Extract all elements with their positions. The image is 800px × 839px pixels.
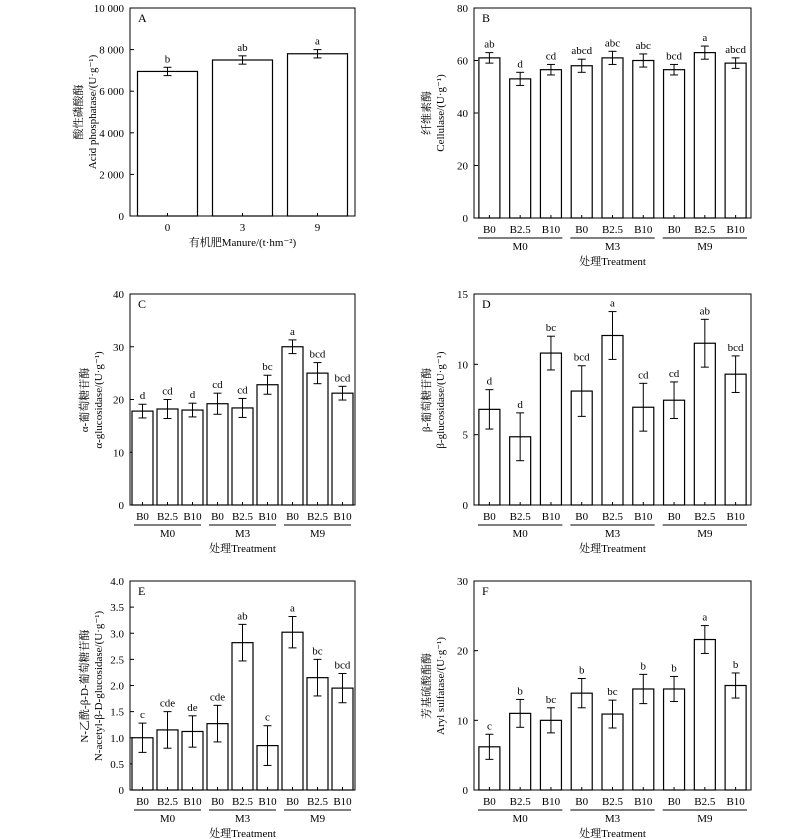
x-tick-label: B10 [541, 224, 561, 236]
significance-letter: a [290, 602, 295, 615]
panel-C [77, 289, 355, 555]
y-tick-label: 20 [113, 394, 124, 407]
x-tick-label: B2.5 [694, 224, 716, 236]
bar [288, 54, 348, 216]
panel-B [419, 3, 751, 268]
significance-letter: b [578, 664, 585, 677]
significance-letter: d [139, 390, 146, 403]
panel-letter: E [138, 584, 146, 598]
significance-letter: cd [162, 385, 173, 398]
bar [157, 409, 178, 505]
significance-letter: bcd [573, 351, 590, 364]
significance-letter: ab [237, 41, 248, 54]
y-axis-title: α-葡萄糖苷酶 α-glucosidase/(U·g⁻¹) [79, 351, 105, 449]
x-tick-label: B0 [575, 224, 589, 236]
bar [694, 640, 715, 790]
bar [232, 643, 253, 790]
bar [602, 335, 623, 505]
y-tick-label: 20 [457, 645, 468, 658]
x-tick-label: B2.5 [231, 511, 254, 523]
x-tick-label: B10 [183, 511, 202, 523]
group-label: M3 [234, 813, 251, 825]
x-tick-label: B0 [136, 511, 149, 523]
significance-letter: bcd [309, 348, 326, 361]
y-axis-title: 纤维素酶 Cellulase/(U·g⁻¹) [421, 74, 447, 152]
significance-letter: bcd [666, 50, 683, 63]
x-tick-label: B10 [333, 511, 352, 523]
x-tick-label: B2.5 [306, 511, 329, 523]
x-tick-label: B2.5 [509, 796, 531, 808]
y-tick-label: 3.0 [110, 628, 124, 641]
y-tick-label: 2 000 [99, 169, 124, 182]
x-tick-label: B0 [667, 511, 681, 523]
x-tick-label: B0 [211, 796, 224, 808]
significance-letter: ab [237, 610, 248, 623]
y-axis-title: 酸性磷酸酶 Acid phosphatase/(U·g⁻¹) [73, 54, 99, 170]
x-tick-label: B2.5 [509, 511, 531, 523]
significance-letter: a [702, 32, 708, 45]
group-label: M3 [604, 241, 621, 253]
significance-letter: cde [209, 691, 226, 704]
y-tick-label: 10 [457, 359, 468, 372]
significance-letter: b [517, 685, 523, 698]
significance-letter: cd [545, 50, 557, 63]
x-tick-label: B0 [482, 796, 496, 808]
x-tick-label: B10 [183, 796, 202, 808]
group-label: M9 [309, 813, 326, 825]
x-axis-title: 有机肥Manure/(t·hm⁻²) [188, 237, 297, 249]
significance-letter: d [189, 389, 196, 402]
x-tick-label: B0 [575, 511, 589, 523]
group-label: M0 [159, 528, 176, 540]
bar [633, 689, 654, 790]
bar [664, 689, 685, 790]
bar [207, 404, 228, 505]
panel-letter: A [138, 11, 147, 25]
x-tick-label: B10 [333, 796, 352, 808]
panel-letter: F [482, 584, 489, 598]
significance-letter: c [486, 720, 492, 733]
x-tick-label: B0 [286, 796, 299, 808]
x-tick-label: B0 [286, 511, 299, 523]
bar [332, 393, 353, 505]
x-tick-label: 3 [239, 222, 246, 234]
group-label: M9 [697, 813, 713, 825]
y-tick-label: 10 000 [93, 3, 124, 15]
y-tick-label: 2.0 [110, 680, 124, 693]
x-tick-label: B10 [634, 796, 653, 808]
significance-letter: bcd [727, 341, 744, 354]
significance-letter: bc [545, 322, 557, 335]
x-tick-label: B0 [482, 511, 496, 523]
y-tick-label: 30 [113, 341, 124, 354]
y-tick-label: 1.5 [110, 706, 124, 719]
significance-letter: cd [638, 369, 649, 382]
significance-letter: ab [484, 38, 495, 51]
significance-letter: bcd [334, 659, 351, 672]
bar [213, 60, 273, 216]
group-label: M3 [604, 813, 621, 825]
bar [540, 353, 561, 505]
x-tick-label: B2.5 [156, 796, 179, 808]
panel-letter: C [138, 297, 147, 311]
significance-letter: d [517, 398, 523, 411]
x-tick-label: B2.5 [156, 511, 179, 523]
x-tick-label: 0 [164, 222, 171, 234]
group-label: M3 [234, 528, 251, 540]
x-tick-label: B0 [136, 796, 149, 808]
y-tick-label: 1.0 [110, 732, 124, 745]
y-tick-label: 60 [457, 55, 468, 68]
x-tick-label: B0 [575, 796, 589, 808]
x-tick-label: B2.5 [231, 796, 254, 808]
significance-letter: d [486, 375, 493, 388]
x-axis-title: 处理Treatment [209, 543, 276, 555]
x-tick-label: B10 [541, 511, 561, 523]
significance-letter: abc [604, 37, 621, 50]
x-axis-title: 处理Treatment [579, 256, 646, 268]
group-label: M9 [697, 241, 713, 253]
x-tick-label: B0 [667, 796, 681, 808]
y-tick-label: 3.5 [110, 602, 124, 615]
y-axis-title: 芳基硫酸酯酶 Aryl sulfatase/(U·g⁻¹) [421, 637, 447, 735]
y-axis-title: N-乙酰-β-D-葡萄糖苷酶 N-acetyl-β-D-glucosidase/(U·g⁻¹) [79, 610, 105, 762]
y-tick-label: 0 [462, 213, 468, 225]
bar [282, 632, 303, 790]
bar [257, 385, 278, 505]
group-label: M0 [512, 528, 528, 540]
x-tick-label: B0 [211, 511, 224, 523]
y-axis-title: β-葡萄糖苷酶 β-glucosidase/(U·g⁻¹) [421, 351, 447, 449]
y-tick-label: 0 [118, 500, 124, 512]
group-label: M3 [604, 528, 621, 540]
bar [725, 686, 746, 791]
y-tick-label: 5 [462, 429, 468, 442]
x-tick-label: B10 [634, 511, 653, 523]
significance-letter: abcd [725, 43, 746, 56]
x-tick-label: B10 [258, 511, 277, 523]
x-tick-label: B0 [482, 224, 496, 236]
bar [479, 58, 500, 218]
group-label: M0 [159, 813, 176, 825]
x-tick-label: B0 [667, 224, 681, 236]
y-tick-label: 10 [457, 715, 468, 728]
panel-letter: B [482, 11, 491, 25]
significance-letter: c [265, 711, 270, 724]
bar [602, 58, 623, 218]
y-tick-label: 4 000 [99, 127, 124, 140]
y-tick-label: 10 [113, 447, 124, 460]
panel-D [419, 289, 751, 555]
significance-letter: abcd [571, 45, 593, 58]
panel-F [419, 576, 751, 839]
bar [132, 411, 153, 505]
x-tick-label: B10 [634, 224, 653, 236]
x-tick-label: B2.5 [509, 224, 531, 236]
y-tick-label: 30 [457, 576, 468, 588]
significance-letter: a [610, 297, 615, 310]
y-tick-label: 6 000 [99, 86, 124, 99]
y-tick-label: 0 [118, 785, 124, 797]
significance-letter: bc [607, 686, 618, 699]
x-tick-label: B10 [258, 796, 277, 808]
significance-letter: d [517, 58, 523, 71]
group-label: M9 [309, 528, 326, 540]
y-tick-label: 0.5 [110, 758, 124, 771]
significance-letter: b [640, 660, 647, 673]
significance-letter: c [140, 709, 145, 722]
y-tick-label: 20 [457, 160, 468, 173]
bar [510, 79, 531, 218]
significance-letter: cd [668, 367, 680, 380]
x-tick-label: B10 [541, 796, 561, 808]
group-label: M0 [512, 241, 528, 253]
y-tick-label: 40 [113, 289, 124, 301]
y-tick-label: 0 [462, 785, 468, 797]
significance-letter: bc [262, 361, 273, 374]
y-tick-label: 8 000 [99, 44, 124, 57]
significance-letter: bc [545, 693, 557, 706]
bar [332, 688, 353, 790]
bar [694, 53, 715, 218]
x-tick-label: B10 [726, 796, 745, 808]
x-axis-title: 处理Treatment [579, 828, 646, 839]
y-tick-label: 80 [457, 3, 468, 15]
bar [307, 373, 328, 505]
x-tick-label: B2.5 [601, 796, 624, 808]
x-axis-title: 处理Treatment [209, 828, 276, 839]
x-axis-title: 处理Treatment [579, 543, 646, 555]
significance-letter: cd [237, 384, 248, 397]
y-tick-label: 40 [457, 108, 468, 120]
significance-letter: abc [635, 39, 651, 52]
bar [232, 408, 253, 505]
bar [571, 66, 592, 218]
bar [664, 70, 685, 218]
significance-letter: de [187, 701, 198, 714]
group-label: M9 [697, 528, 713, 540]
x-tick-label: B2.5 [694, 796, 716, 808]
x-tick-label: B2.5 [694, 511, 716, 523]
significance-letter: cd [212, 379, 223, 392]
x-tick-label: B10 [726, 224, 745, 236]
significance-letter: ab [699, 305, 711, 318]
significance-letter: a [702, 611, 708, 624]
x-tick-label: B10 [726, 511, 745, 523]
significance-letter: bcd [334, 372, 351, 385]
group-label: M0 [512, 813, 528, 825]
bar [633, 61, 654, 219]
significance-letter: a [315, 35, 320, 48]
significance-letter: b [164, 53, 171, 66]
y-tick-label: 0 [118, 211, 124, 223]
significance-letter: a [290, 325, 295, 338]
bar [725, 63, 746, 218]
panel-E [77, 576, 355, 839]
x-tick-label: 9 [314, 222, 321, 234]
y-tick-label: 0 [462, 500, 468, 512]
significance-letter: bc [312, 645, 323, 658]
y-tick-label: 15 [457, 289, 468, 301]
x-tick-label: B2.5 [306, 796, 329, 808]
bar [540, 70, 561, 218]
bar [725, 374, 746, 505]
significance-letter: b [671, 662, 677, 675]
bar [138, 71, 198, 216]
bar [282, 347, 303, 505]
x-tick-label: B2.5 [601, 511, 624, 523]
panel-A [71, 3, 355, 249]
y-tick-label: 2.5 [110, 654, 124, 667]
y-tick-label: 4.0 [110, 576, 124, 588]
significance-letter: b [732, 658, 739, 671]
significance-letter: cde [159, 697, 176, 710]
panel-letter: D [482, 297, 491, 311]
x-tick-label: B2.5 [601, 224, 624, 236]
bar [182, 410, 203, 505]
